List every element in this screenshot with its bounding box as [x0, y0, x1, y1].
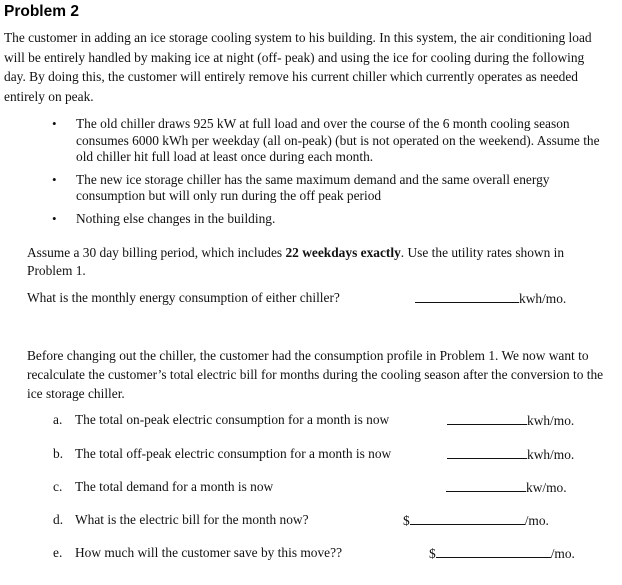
currency-symbol: $ [429, 546, 436, 561]
item-text: How much will the customer save by this move?? [75, 545, 343, 560]
item-text: The total off-peak electric consumption for a month is now [75, 446, 392, 461]
problem-title: Problem 2 [4, 3, 79, 20]
billing-assumption [27, 244, 607, 280]
item-answer [447, 445, 574, 464]
answer-blank[interactable] [446, 478, 526, 492]
answer-unit: kwh/mo. [527, 413, 575, 428]
item-label: a. [53, 412, 63, 427]
item-label: c. [53, 479, 63, 494]
answer-unit: kwh/mo. [519, 291, 567, 306]
item-answer [403, 511, 549, 530]
answer-unit: kw/mo. [526, 480, 567, 495]
billing-assumption-suffix: . Use the utility rates shown in Problem 1. [27, 245, 565, 278]
question-item-c [53, 478, 613, 496]
conversion-paragraph: Before changing out the chiller, the customer had the consumption profile in Problem 1. We now want to recalculate the customer’s total electric bill for months during the cooling season after the conversion to the ice storage chiller. [27, 348, 604, 401]
currency-symbol: $ [403, 513, 410, 528]
question-item-a [53, 411, 613, 429]
question-item-e [53, 544, 613, 562]
answer-unit: kwh/mo. [527, 447, 575, 462]
monthly-consumption-question [27, 289, 612, 307]
answer-blank[interactable] [447, 411, 527, 425]
assumption-text: The old chiller draws 925 kW at full load and over the course of the 6 month cooling season consumes 6000 kWh per weekday (all on-peak) (but is not operated on the weekend). Assume the old chiller hit full load at least once during each month. [76, 116, 600, 164]
assumption-item-new-chiller [52, 172, 612, 205]
item-answer [447, 411, 574, 430]
assumption-item-building [52, 211, 612, 228]
item-label: b. [53, 446, 64, 461]
assumption-list [52, 116, 612, 233]
answer-unit: /mo. [524, 513, 549, 528]
bullet-icon: • [52, 171, 57, 187]
intro-paragraph: The customer in adding an ice storage cooling system to his building. In this system, the air conditioning load will be entirely handled by making ice at night (off- peak) and using the ice for cooling during the following day. By doing this, the customer will entirely remove his current chiller which currently operates as needed entirely on peak. [4, 30, 592, 104]
answer-unit: /mo. [550, 546, 575, 561]
answer-blank[interactable] [447, 445, 527, 459]
assumption-item-old-chiller [52, 116, 612, 166]
item-text: What is the electric bill for the month now? [75, 512, 309, 527]
answer-blank[interactable] [436, 544, 551, 558]
question-text: What is the monthly energy consumption of either chiller? [27, 290, 340, 305]
item-answer [446, 478, 567, 497]
answer-blank[interactable] [410, 511, 525, 525]
item-text: The total demand for a month is now [75, 479, 274, 494]
bullet-icon: • [52, 116, 57, 131]
item-label: d. [53, 512, 64, 527]
billing-assumption-prefix: Assume a 30 day billing period, which includes [27, 245, 286, 260]
question-item-d [53, 511, 613, 529]
weekday-count: 22 weekdays exactly [285, 245, 401, 260]
monthly-consumption-answer [415, 289, 566, 308]
item-label: e. [53, 545, 63, 560]
item-text: The total on-peak electric consumption for a month is now [75, 412, 390, 427]
bullet-icon: • [52, 210, 57, 226]
answer-blank[interactable] [415, 289, 519, 303]
item-answer [429, 544, 575, 563]
assumption-text: Nothing else changes in the building. [76, 210, 276, 226]
question-item-b [53, 445, 613, 463]
assumption-text: The new ice storage chiller has the same maximum demand and the same overall energy consumption but will only run during the off peak period [76, 171, 550, 203]
